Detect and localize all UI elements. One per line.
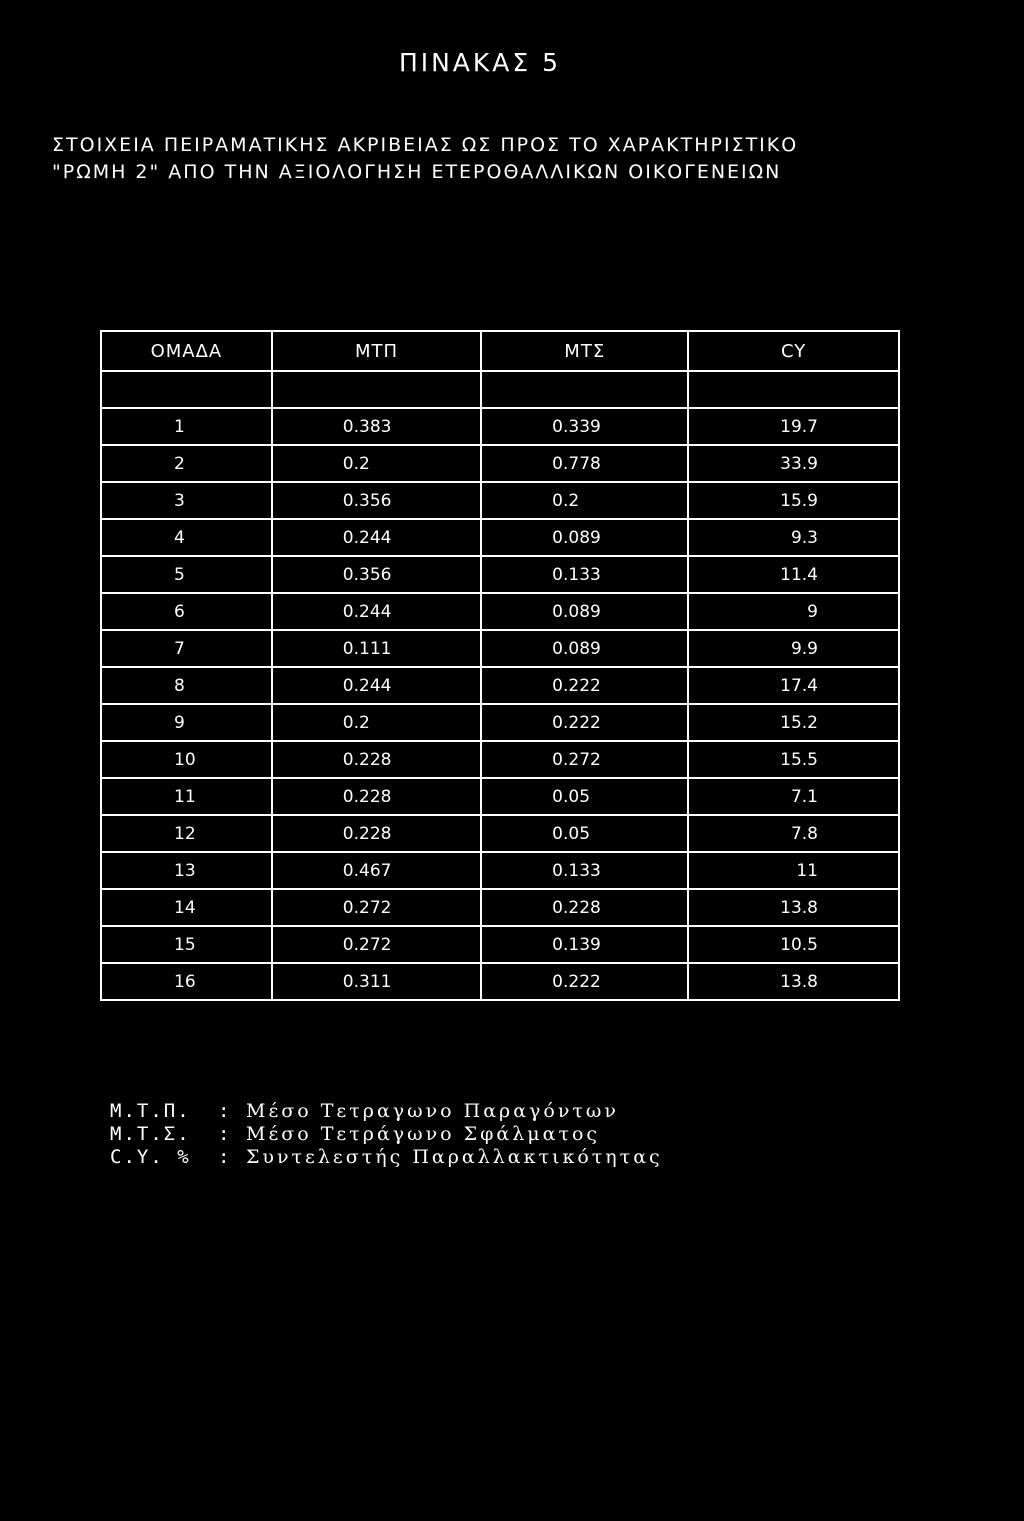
cell-group: 14: [101, 889, 272, 926]
cell-mtp: 0.272: [272, 926, 481, 963]
legend-abbreviation: C.Y. %: [110, 1146, 191, 1168]
cell-mts: 0.133: [481, 556, 688, 593]
cell-group: 9: [101, 704, 272, 741]
table-spacer-row: [101, 371, 899, 408]
cell-group: 12: [101, 815, 272, 852]
cell-mts: 0.05: [481, 778, 688, 815]
table-header-row: [101, 331, 899, 371]
column-header-mts: ΜΤΣ: [481, 331, 688, 371]
column-header-mtp: ΜΤΠ: [272, 331, 481, 371]
legend-line: [110, 1123, 663, 1146]
cell-cy: 9.9: [688, 630, 899, 667]
legend: [110, 1100, 663, 1169]
legend-abbreviation: Μ.Τ.Π.: [110, 1100, 191, 1122]
cell-mtp: 0.228: [272, 741, 481, 778]
cell-cy: 7.8: [688, 815, 899, 852]
cell-group: 4: [101, 519, 272, 556]
cell-mts: 0.228: [481, 889, 688, 926]
legend-line: [110, 1100, 663, 1123]
cell-mtp: 0.2: [272, 445, 481, 482]
data-table: [100, 330, 900, 1001]
cell-mts: 0.222: [481, 667, 688, 704]
cell-mtp: 0.467: [272, 852, 481, 889]
cell-group: 6: [101, 593, 272, 630]
cell-group: 3: [101, 482, 272, 519]
table-row: [101, 519, 899, 556]
table-row: [101, 963, 899, 1000]
cell-mts: 0.222: [481, 704, 688, 741]
cell-group: 5: [101, 556, 272, 593]
cell-mtp: 0.2: [272, 704, 481, 741]
cell-mtp: 0.383: [272, 408, 481, 445]
cell-cy: 15.5: [688, 741, 899, 778]
cell-mts: 0.778: [481, 445, 688, 482]
legend-separator: :: [218, 1100, 232, 1122]
legend-separator: :: [218, 1146, 232, 1168]
cell-mts: 0.05: [481, 815, 688, 852]
cell-group: 8: [101, 667, 272, 704]
legend-description: Συντελεστής Παραλλακτικότητας: [246, 1146, 663, 1168]
cell-group: 16: [101, 963, 272, 1000]
cell-mtp: 0.228: [272, 778, 481, 815]
table-row: [101, 852, 899, 889]
cell-mtp: 0.244: [272, 519, 481, 556]
table-row: [101, 556, 899, 593]
cell-group: 1: [101, 408, 272, 445]
table-row: [101, 630, 899, 667]
table-cell: [688, 371, 899, 408]
cell-cy: 11: [688, 852, 899, 889]
cell-cy: 9: [688, 593, 899, 630]
table-row: [101, 815, 899, 852]
column-header-cy: CY: [688, 331, 899, 371]
table-row: [101, 593, 899, 630]
cell-mts: 0.222: [481, 963, 688, 1000]
cell-mtp: 0.111: [272, 630, 481, 667]
cell-mtp: 0.356: [272, 556, 481, 593]
table-row: [101, 667, 899, 704]
table-row: [101, 445, 899, 482]
subtitle-line-1: ΣΤΟΙΧΕΙΑ ΠΕΙΡΑΜΑΤΙΚΗΣ ΑΚΡΙΒΕΙΑΣ ΩΣ ΠΡΟΣ ΤΟ ΧΑΡΑΚΤΗΡΙΣΤΙΚΟ: [52, 134, 799, 156]
table-row: [101, 482, 899, 519]
cell-cy: 11.4: [688, 556, 899, 593]
cell-group: 13: [101, 852, 272, 889]
cell-mtp: 0.244: [272, 667, 481, 704]
cell-mtp: 0.311: [272, 963, 481, 1000]
legend-abbreviation: Μ.Τ.Σ.: [110, 1123, 191, 1145]
table-row: [101, 704, 899, 741]
table-row: [101, 926, 899, 963]
table-row: [101, 408, 899, 445]
cell-mts: 0.089: [481, 593, 688, 630]
cell-mtp: 0.244: [272, 593, 481, 630]
subtitle-line-2: "ΡΩΜΗ 2" ΑΠΟ ΤΗΝ ΑΞΙΟΛΟΓΗΣΗ ΕΤΕΡΟΘΑΛΛΙΚΩΝ ΟΙΚΟΓΕΝΕΙΩΝ: [52, 161, 782, 183]
cell-mts: 0.272: [481, 741, 688, 778]
cell-cy: 15.2: [688, 704, 899, 741]
table-cell: [481, 371, 688, 408]
cell-cy: 10.5: [688, 926, 899, 963]
cell-group: 15: [101, 926, 272, 963]
cell-cy: 13.8: [688, 963, 899, 1000]
page-title: ΠΙΝΑΚΑΣ 5: [398, 48, 562, 77]
cell-mtp: 0.356: [272, 482, 481, 519]
cell-cy: 15.9: [688, 482, 899, 519]
cell-group: 11: [101, 778, 272, 815]
table-cell: [101, 371, 272, 408]
cell-mts: 0.133: [481, 852, 688, 889]
cell-mts: 0.2: [481, 482, 688, 519]
table-row: [101, 889, 899, 926]
table-row: [101, 741, 899, 778]
cell-group: 10: [101, 741, 272, 778]
cell-cy: 13.8: [688, 889, 899, 926]
cell-cy: 33.9: [688, 445, 899, 482]
legend-separator: :: [218, 1123, 232, 1145]
column-header-group: ΟΜΑΔΑ: [101, 331, 272, 371]
legend-description: Μέσο Τετραγωνο Παραγόντων: [246, 1100, 619, 1122]
table-body: [101, 371, 899, 1000]
cell-mts: 0.339: [481, 408, 688, 445]
cell-group: 7: [101, 630, 272, 667]
cell-mtp: 0.272: [272, 889, 481, 926]
cell-mts: 0.089: [481, 630, 688, 667]
table-cell: [272, 371, 481, 408]
cell-mtp: 0.228: [272, 815, 481, 852]
cell-cy: 7.1: [688, 778, 899, 815]
legend-line: [110, 1146, 663, 1169]
legend-description: Μέσο Τετράγωνο Σφάλματος: [246, 1123, 601, 1145]
table-row: [101, 778, 899, 815]
cell-cy: 19.7: [688, 408, 899, 445]
cell-group: 2: [101, 445, 272, 482]
cell-cy: 17.4: [688, 667, 899, 704]
cell-mts: 0.139: [481, 926, 688, 963]
cell-mts: 0.089: [481, 519, 688, 556]
cell-cy: 9.3: [688, 519, 899, 556]
